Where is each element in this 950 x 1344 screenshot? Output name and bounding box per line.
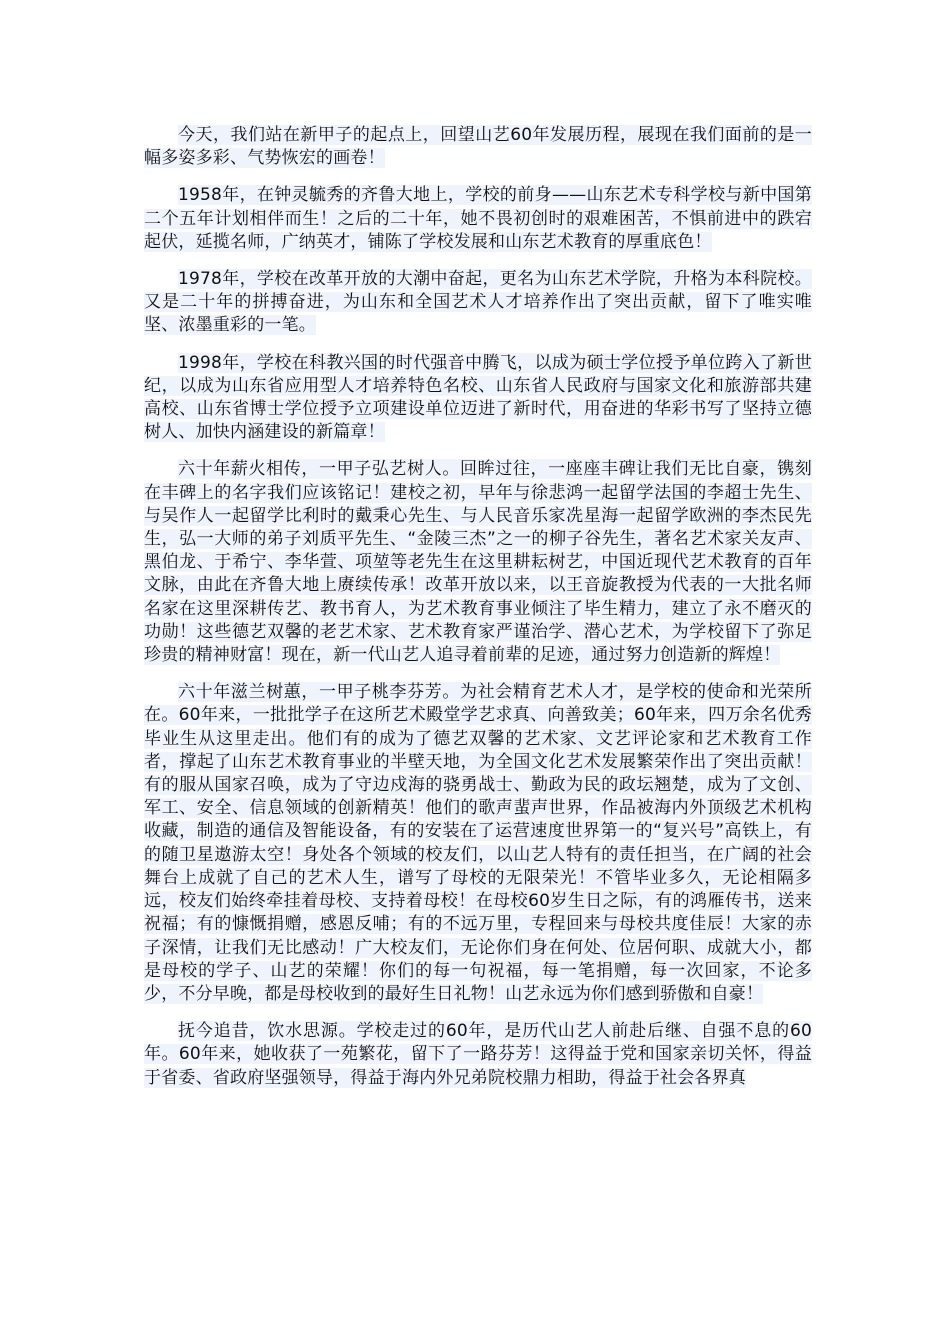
document-body [144, 124, 812, 1104]
paragraph-1 [144, 124, 812, 170]
paragraph-7 [144, 1020, 812, 1090]
paragraph-5 [144, 458, 812, 667]
paragraph-6 [144, 681, 812, 1006]
paragraph-3-text: 1978年，学校在改革开放的大潮中奋起，更名为山东艺术学院，升格为本科院校。又是二十年的拼搏奋进，为山东和全国艺术人才培养作出了突出贡献，留下了唯实唯坚、浓墨重彩的一笔。 [144, 269, 812, 336]
paragraph-1-text: 今天，我们站在新甲子的起点上，回望山艺60年发展历程，展现在我们面前的是一幅多姿多彩、气势恢宏的画卷！ [144, 125, 812, 169]
paragraph-4 [144, 352, 812, 445]
paragraph-5-text: 六十年薪火相传，一甲子弘艺树人。回眸过往，一座座丰碑让我们无比自豪，镌刻在丰碑上的名字我们应该铭记！建校之初，早年与徐悲鸿一起留学法国的李超士先生、与吴作人一起留学比利时的戴秉心先生、与人民音乐家冼星海一起留学欧洲的李杰民先生，弘一大师的弟子刘质平先生、“金陵三杰”之一的柳子谷先生，著名艺术家关友声、黑伯龙、于希宁、李华萱、项堃等老先生在这里耕耘树艺，中国近现代艺术教育的百年文脉，由此在齐鲁大地上赓续传承！改革开放以来，以王音旋教授为代表的一大批名师名家在这里深耕传艺、教书育人，为艺术教育事业倾注了毕生精力，建立了永不磨灭的功勋！这些德艺双馨的老艺术家、艺术教育家严谨治学、潜心艺术，为学校留下了弥足珍贵的精神财富！现在，新一代山艺人追寻着前辈的足迹，通过努力创造新的辉煌！ [144, 459, 812, 666]
paragraph-2 [144, 184, 812, 254]
paragraph-2-text: 1958年，在钟灵毓秀的齐鲁大地上，学校的前身——山东艺术专科学校与新中国第二个五年计划相伴而生！之后的二十年，她不畏初创时的艰难困苦，不惧前进中的跌宕起伏，延揽名师，广纳英才，铺陈了学校发展和山东艺术教育的厚重底色！ [144, 185, 812, 252]
paragraph-4-text: 1998年，学校在科教兴国的时代强音中腾飞，以成为硕士学位授予单位跨入了新世纪，以成为山东省应用型人才培养特色名校、山东省人民政府与国家文化和旅游部共建高校、山东省博士学位授予立项建设单位迈进了新时代，用奋进的华彩书写了坚持立德树人、加快内涵建设的新篇章！ [144, 352, 812, 443]
paragraph-3 [144, 268, 812, 338]
paragraph-6-text: 六十年滋兰树蕙，一甲子桃李芬芳。为社会精育艺术人才，是学校的使命和光荣所在。60年来，一批批学子在这所艺术殿堂学艺求真、向善致美；60年来，四万余名优秀毕业生从这里走出。他们有的成为了德艺双馨的艺术家、文艺评论家和艺术教育工作者，撑起了山东艺术教育事业的半壁天地，为全国文化艺术发展繁荣作出了突出贡献！有的服从国家召唤，成为了守边戍海的骁勇战士、勤政为民的政坛翘楚，成为了文创、军工、安全、信息领域的创新精英！他们的歌声蜚声世界，作品被海内外顶级艺术机构收藏，制造的通信及智能设备，有的安装在了运营速度世界第一的“复兴号”高铁上，有的随卫星遨游太空！身处各个领域的校友们，以山艺人特有的责任担当，在广阔的社会舞台上成就了自己的艺术人生，谱写了母校的无限荣光！不管毕业多久，无论相隔多远，校友们始终牵挂着母校、支持着母校！在母校60岁生日之际，有的鸿雁传书，送来祝福；有的慷慨捐赠，感恩反哺；有的不远万里，专程回来与母校共度佳辰！大家的赤子深情，让我们无比感动！广大校友们，无论你们身在何处、位居何职、成就大小，都是母校的学子、山艺的荣耀！你们的每一句祝福，每一笔捐赠，每一次回家，不论多少，不分早晚，都是母校收到的最好生日礼物！山艺永远为你们感到骄傲和自豪！ [144, 682, 812, 1004]
paragraph-7-text: 抚今追昔，饮水思源。学校走过的60年，是历代山艺人前赴后继、自强不息的60年。60年来，她收获了一苑繁花，留下了一路芬芳！这得益于党和国家亲切关怀，得益于省委、省政府坚强领导，得益于海内外兄弟院校鼎力相助，得益于社会各界真 [144, 1021, 812, 1088]
